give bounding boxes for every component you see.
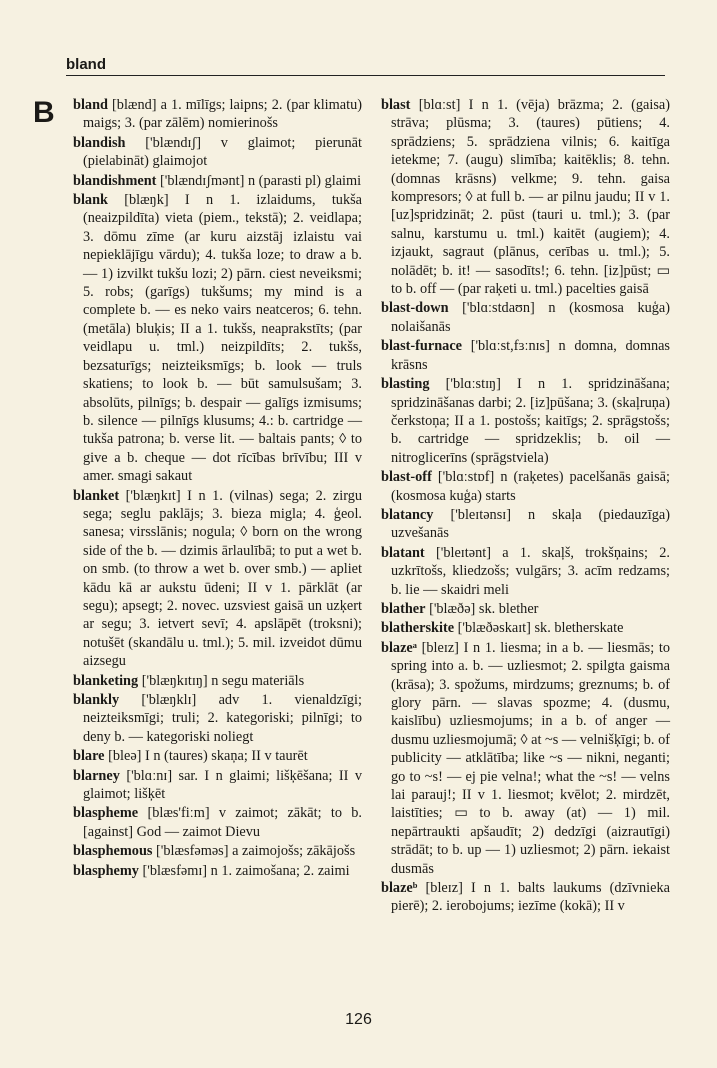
entry-definition: [blæŋk] I n 1. izlaidums, tukša (neaizpildīta) vieta (piem., tekstā); 2. veidlapa; 3. dōmu zīme (ar kuru aizstāj izlaistu vai nepieklājīgu vārdu); 4. tukša loze; to draw a b. — 1) izvilkt tukšu lozi; 2) pārn. ciest neveiksmi; 5. robs; (garīgs) tukšums; my mind is a complete b. — es neko vairs neatceros; 6. tehn. (metāla) bluķis; II a 1. tukšs, neaprakstīts; (par veidlapu u. tml.) neizpildīts; 2. tukšs, bezsaturīgs; neizteiksmīgs; b. look — truls skatiens; to look b. — būt samulsušam; 3. absolūts, pilnīgs; b. despair — galīgs izmisums; b. silence — pilnīgs klusums; 4.: b. cartridge — tukša patrona; b. verse lit. — baltais pants; ◊ to give a b. cheque — dot rīcības brīvību; III v amer. smagi sakaut (83, 192, 362, 485)
entry-headword: blazeᵇ (381, 880, 418, 897)
entry-definition: [bleɪz] I n 1. balts laukums (dzīvnieka pierē); 2. ierobojums; iezīme (kokā); II v (391, 880, 670, 915)
entry-definition: ['blɑːst,fɜːnɪs] n domna, domnas krāsns (391, 338, 670, 373)
dictionary-entry (73, 487, 362, 671)
entry-headword: blanket (73, 487, 120, 504)
dictionary-entry (73, 691, 362, 746)
dictionary-entry (381, 619, 670, 637)
header-rule (66, 75, 665, 76)
entry-headword: blasting (381, 376, 430, 393)
entry-definition: ['blæsfəməs] a zaimojošs; zākājošs (156, 843, 356, 860)
dictionary-entry (381, 375, 670, 467)
dictionary-entry (73, 767, 362, 804)
dictionary-entry (73, 842, 362, 860)
entry-definition: [blænd] a 1. mīlīgs; laipns; 2. (par klimatu) maigs; 3. (par zālēm) nomierinošs (83, 97, 362, 132)
dictionary-entry (73, 804, 362, 841)
entry-headword: blasphemous (73, 843, 153, 860)
dictionary-entry (73, 134, 362, 171)
entry-headword: blandishment (73, 172, 157, 189)
dictionary-entry (381, 506, 670, 543)
entry-definition: ['blɑːnɪ] sar. I n glaimi; lišķēšana; II v glaimot; lišķēt (83, 767, 362, 803)
entry-definition: ['blændɪʃmənt] n (parasti pl) glaimi (160, 172, 362, 189)
page-number: 126 (345, 1011, 372, 1028)
section-letter: B (33, 96, 55, 129)
right-column (381, 96, 670, 917)
entry-headword: blast-down (381, 300, 449, 317)
entry-headword: bland (73, 97, 108, 113)
entry-definition: [bleɪz] I n 1. liesma; in a b. — liesmās; to spring into a. b. — uzliesmot; 2. spilgta gaisma (krāsa); 3. spožums, mirdzums; greznums; b. of glory pārn. — slavas spozme; 4. (dusmu, kaislību) uzliesmojums; in a b. of anger — dusmu uzliesmojumā; ◊ at ~s — velnišķīgi; b. of publicity — atklātība; like ~s — nikni, neganti; go to ~s! — ej pie velna!; what the ~s! — velns lai parauj!; II v 1. liesmot; kvēlot; 2. mirdzēt, laistīties; ▭ to b. away (at) — 1) mil. nepārtraukti apšaudīt; 2) dedzīgi (aizrautīgi) strādāt; to b. up — 1) uzliesmot; 2) pārn. iekaist dusmās (391, 639, 670, 877)
dictionary-entry (73, 672, 362, 690)
entry-headword: blarney (73, 767, 120, 784)
entry-headword: blank (73, 192, 108, 209)
entry-definition: ['bleɪtənt] a 1. skaļš, trokšņains; 2. uzkrītošs, kliedzošs; vulgārs; 3. acīm redzams; b. lie — skaidri meli (391, 544, 670, 598)
entry-headword: blanketing (73, 672, 139, 689)
entry-headword: blast (381, 97, 411, 113)
dictionary-entry (381, 337, 670, 374)
entry-definition: ['blændɪʃ] v glaimot; pierunāt (pielabināt) glaimojot (83, 134, 362, 170)
dictionary-entry (381, 299, 670, 336)
entry-definition: ['blæðə] sk. blether (429, 600, 539, 617)
entry-headword: blather (381, 600, 426, 617)
entry-definition: ['blæŋkɪt] I n 1. (vilnas) sega; 2. zirgu sega; seglu paklājs; 3. bieza migla; 4. ģeol. sanesa; virsslānis; nogula; ◊ born on the wrong side of the b. — dzimis ārlaulībā; to put a wet b. on smb. (to throw a wet b. over smb.) — apliet kādu kā ar aukstu ūdeni; II v 1. pārklāt (ar segu); apsegt; 2. novec. uzsviest gaisā un uzķert ar segu; 3. ietvert sevī; 4. apslāpēt (troksni); notušēt (skandālu u. tml.); 5. mil. izveidot dūmu aizsegu (83, 487, 362, 670)
entry-headword: blandish (73, 134, 126, 151)
running-head: bland (66, 56, 106, 73)
dictionary-entry (73, 172, 362, 190)
entry-headword: blasphemy (73, 862, 139, 879)
entry-definition: ['blɑːstɒf] n (raķetes) pacelšanās gaisā; (kosmosa kuģa) starts (391, 469, 670, 504)
entry-definition: ['blæðəskaɪt] sk. bletherskate (457, 620, 624, 637)
entry-definition: ['blæŋkɪtɪŋ] n segu materiāls (141, 672, 305, 689)
entry-definition: ['blæŋklɪ] adv 1. vienaldzīgi; neizteiksmīgi; truli; 2. kategoriski; pilnīgi; to deny b. — kategoriski noliegt (83, 692, 362, 745)
dictionary-entry (73, 862, 362, 880)
entry-definition: [blæs'fiːm] v zaimot; zākāt; to b. [against] God — zaimot Dievu (83, 805, 363, 840)
dictionary-entry (381, 600, 670, 618)
dictionary-entry (381, 639, 670, 878)
entry-headword: blast-off (381, 469, 432, 486)
entry-headword: blazeᵃ (381, 639, 417, 656)
dictionary-entry (381, 96, 670, 298)
entry-headword: blatherskite (381, 620, 455, 637)
dictionary-entry (381, 468, 670, 505)
entry-headword: blankly (73, 692, 120, 708)
entry-definition: ['blɑːstdaʊn] n (kosmosa kuģa) nolaišanās (391, 300, 670, 335)
dictionary-entry (381, 544, 670, 599)
entry-headword: blast-furnace (381, 338, 463, 355)
entry-headword: blatant (381, 544, 425, 561)
left-column (73, 96, 362, 881)
dictionary-entry (73, 747, 362, 765)
entry-definition: ['blɑːstɪŋ] I n 1. spridzināšana; spridzināšanas darbi; 2. [iz]pūšana; 3. (skaļruņa) čerkstoņa; II a 1. postošs; kaitīgs; 2. sprāgstošs; b. cartridge — spridzeklis; b. oil — nitroglicerīns (sprāgstviela) (391, 376, 670, 466)
dictionary-entry (73, 96, 362, 133)
entry-headword: blatancy (381, 506, 434, 523)
entry-definition: [blɑːst] I n 1. (vēja) brāzma; 2. (gaisa) strāva; plūsma; 3. (taures) pūtiens; 4. sprādziens; 5. sprādziena vilnis; 6. kaitīga ietekme; 7. (augu) slimība; kaitēklis; 8. tehn. (domnas krāsns) velkme; 9. tehn. gaisa kompresors; ◊ at full b. — ar pilnu jaudu; II v 1. [uz]spridzināt; 2. pūst (tauri u. tml.); 3. (par salnu, karstumu u. tml.) kaitēt (augiem); 4. izjaukt, sagraut (plānus, cerības u. tml.); 5. nolādēt; b. it! — sasodīts!; 6. tehn. [iz]pūst; ▭ to b. off — (par raķeti u. tml.) pacelties gaisā (391, 97, 670, 298)
entry-headword: blaspheme (73, 805, 139, 822)
entry-headword: blare (73, 748, 105, 765)
dictionary-entry (381, 879, 670, 916)
entry-definition: ['bleɪtənsɪ] n skaļa (piedauzīga) uzvešanās (391, 506, 670, 542)
entry-definition: ['blæsfəmɪ] n 1. zaimošana; 2. zaimi (142, 862, 350, 879)
dictionary-entry (73, 191, 362, 486)
entry-definition: [bleə] I n (taures) skaņa; II v taurēt (108, 748, 308, 765)
